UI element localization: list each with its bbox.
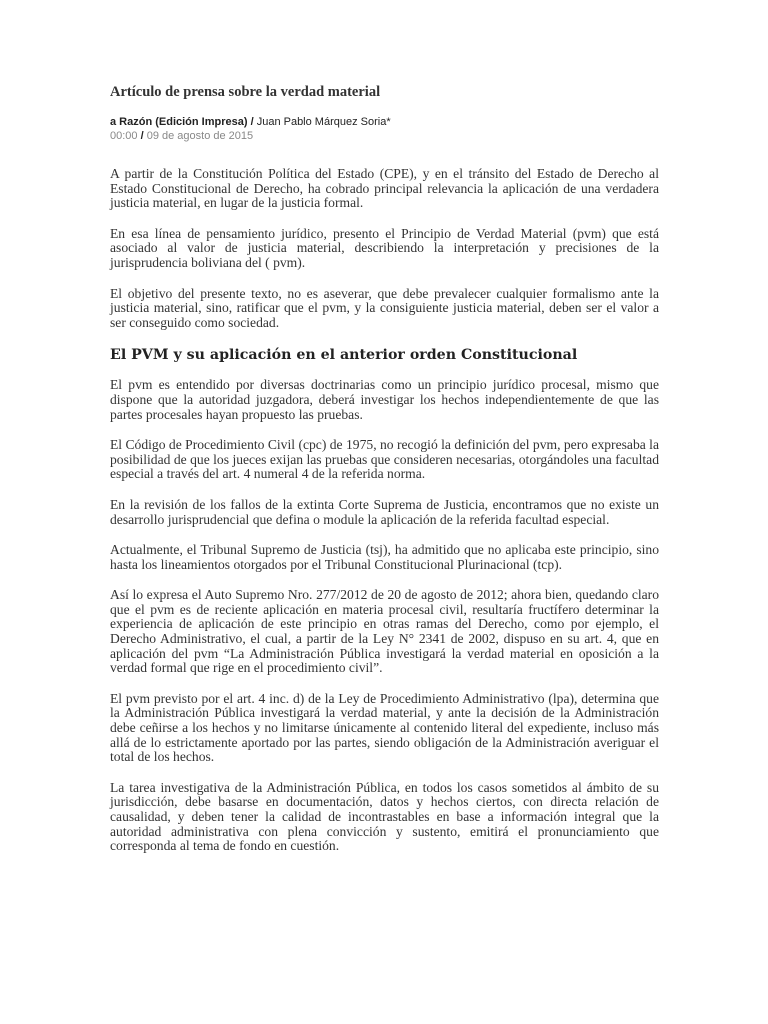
author-name: Juan Pablo Márquez Soria* — [256, 116, 391, 128]
section-paragraph-5: Así lo expresa el Auto Supremo Nro. 277/2012 de 20 de agosto de 2012; ahora bien, quedando claro que el pvm es de reciente aplicación en materia procesal civil, resultaría fructífero determinar la experiencia de aplicación de este principio en otras ramas del Derecho, como por ejemplo, el Derecho Administrativo, el cual, a partir de la Ley N° 2341 de 2002, dispuso en su art. 4, que en aplicación del pvm “La Administración Pública investigará la verdad material en oposición a la verdad formal que rige en el procedimiento civil”. — [110, 587, 659, 676]
publish-time: 00:00 — [110, 130, 138, 142]
section-paragraph-2: El Código de Procedimiento Civil (cpc) de 1975, no recogió la definición del pvm, pero expresaba la posibilidad de que los jueces exijan las pruebas que consideren necesarias, otorgándoles una facultad especial a través del art. 4 numeral 4 de la referida norma. — [110, 437, 659, 482]
intro-paragraph-2: En esa línea de pensamiento jurídico, presento el Principio de Verdad Material (pvm) que está asociado al valor de justicia material, describiendo la interpretación y precisiones de la jurisprudencia boliviana del ( pvm). — [110, 225, 659, 270]
byline — [110, 115, 659, 129]
section-heading: El PVM y su aplicación en el anterior orden Constitucional — [110, 347, 578, 364]
section-paragraph-4: Actualmente, el Tribunal Supremo de Justicia (tsj), ha admitido que no aplicaba este principio, sino hasta los lineamientos otorgados por el Tribunal Constitucional Plurinacional (tcp). — [110, 542, 659, 572]
article-title: Artículo de prensa sobre la verdad material — [110, 84, 381, 100]
intro-paragraph-3: El objetivo del presente texto, no es aseverar, que debe prevalecer cualquier formalismo ante la justicia material, sino, ratificar que el pvm, y la consiguiente justicia material, deben ser el valor a ser conseguido como sociedad. — [110, 285, 659, 330]
article-page — [110, 84, 659, 870]
date-separator: / — [137, 130, 147, 142]
section-paragraph-1: El pvm es entendido por diversas doctrinarias como un principio jurídico procesal, mismo que dispone que la autoridad juzgadora, deberá investigar los hechos independientemente de que las partes procesales hayan propuesto las pruebas. — [110, 377, 659, 422]
source-name: a Razón (Edición Impresa) — [110, 116, 248, 128]
section-paragraph-6: El pvm previsto por el art. 4 inc. d) de la Ley de Procedimiento Administrativo (lpa), determina que la Administración Pública investigará la verdad material, y ante la decisión de la Administración debe ceñirse a los hechos y no limitarse únicamente al contenido literal del expediente, incluso más allá de lo estrictamente aportado por las partes, siendo obligación de la Administración averiguar el total de los hechos. — [110, 690, 659, 765]
intro-paragraph-1: A partir de la Constitución Política del Estado (CPE), y en el tránsito del Estado de Derecho al Estado Constitucional de Derecho, ha cobrado principal relevancia la aplicación de una verdadera justicia material, en lugar de la justicia formal. — [110, 166, 659, 211]
byline-separator: / — [247, 116, 257, 128]
section-paragraph-7: La tarea investigativa de la Administración Pública, en todos los casos sometidos al ámbito de su jurisdicción, debe basarse en documentación, datos y hechos ciertos, con directa relación de causalidad, y deben tener la calidad de incontrastables en base a información integral que la autoridad administrativa con plena convicción y sustento, emitirá el pronunciamiento que corresponda al tema de fondo en cuestión. — [110, 779, 659, 854]
dateline — [110, 129, 659, 143]
publish-date: 09 de agosto de 2015 — [146, 130, 254, 142]
section-paragraph-3: En la revisión de los fallos de la extinta Corte Suprema de Justicia, encontramos que no existe un desarrollo jurisprudencial que defina o module la aplicación de la referida facultad especial. — [110, 496, 659, 527]
